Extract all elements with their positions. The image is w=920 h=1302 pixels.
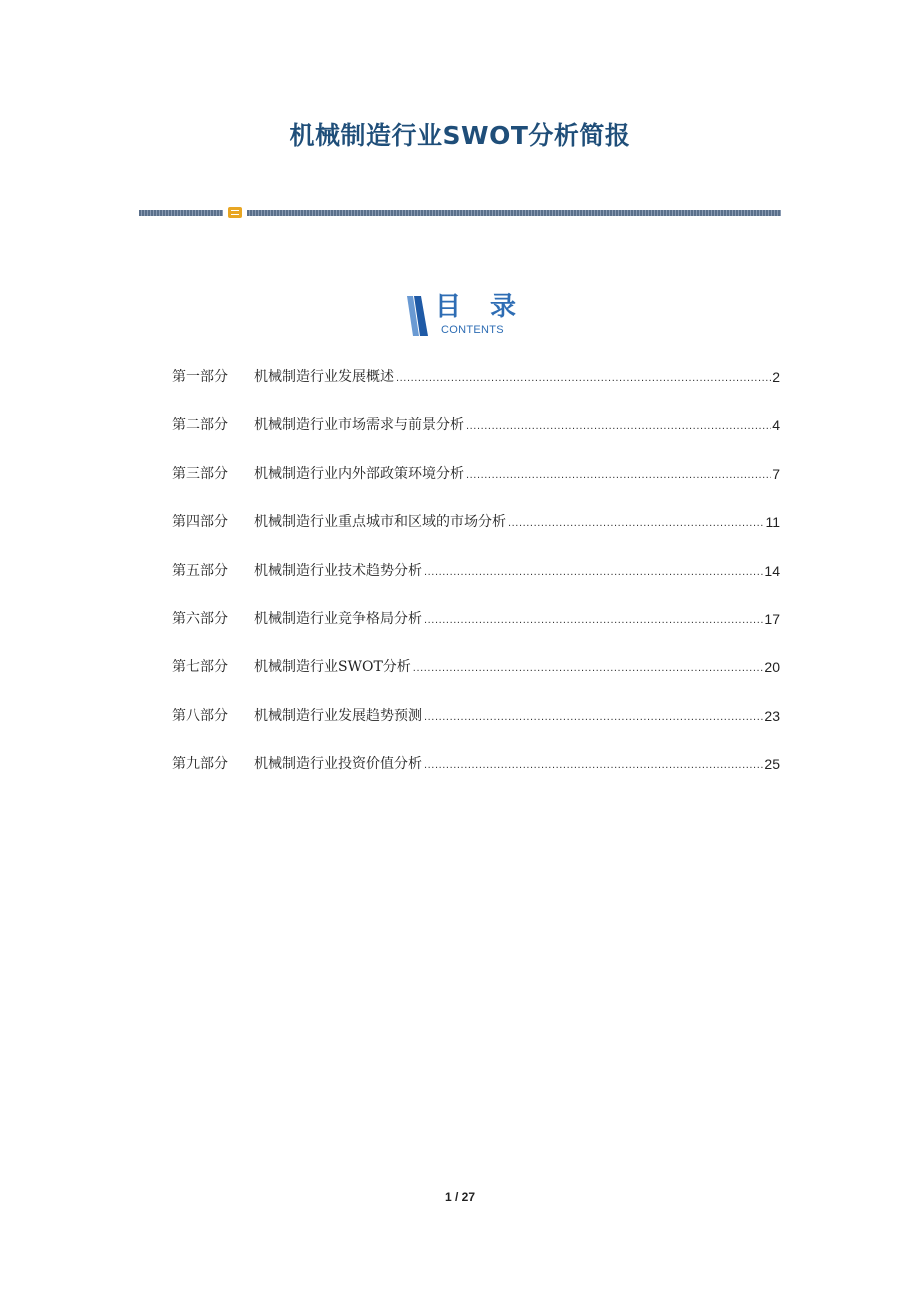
toc-entry-title: 机械制造行业投资价值分析	[254, 756, 422, 773]
toc-entry-page: 17	[764, 610, 780, 627]
toc-list	[172, 367, 780, 803]
toc-entry-page: 11	[765, 514, 780, 531]
title-divider	[139, 207, 781, 219]
toc-entry-part: 第二部分	[172, 417, 228, 434]
toc-entry-leader	[424, 754, 763, 776]
toc-entry[interactable]	[172, 415, 780, 463]
toc-entry-page: 7	[772, 465, 780, 482]
toc-entry-title: 机械制造行业发展趋势预测	[254, 707, 422, 724]
toc-entry-leader	[466, 415, 771, 437]
toc-entry-part: 第九部分	[172, 756, 228, 773]
toc-entry-title: 机械制造行业市场需求与前景分析	[254, 417, 464, 434]
toc-entry[interactable]	[172, 609, 780, 657]
toc-entry-title: 机械制造行业发展概述	[254, 369, 394, 385]
toc-entry-page: 23	[764, 707, 780, 724]
toc-entry-title: 机械制造行业SWOT分析	[254, 659, 411, 676]
toc-entry[interactable]	[172, 706, 780, 754]
toc-entry-leader	[466, 464, 771, 486]
toc-entry-part: 第一部分	[172, 369, 228, 385]
toc-entry-page: 4	[772, 417, 780, 434]
divider-bar-right	[247, 210, 781, 216]
toc-entry-leader	[508, 512, 764, 534]
toc-entry[interactable]	[172, 561, 780, 609]
document-title: 机械制造行业SWOT分析简报	[289, 121, 631, 150]
toc-entry[interactable]	[172, 367, 780, 415]
toc-entry-part: 第四部分	[172, 514, 228, 531]
toc-bookmark-icon	[405, 294, 429, 338]
toc-entry-title: 机械制造行业重点城市和区域的市场分析	[254, 514, 506, 531]
toc-entry-page: 14	[764, 562, 780, 579]
toc-entry-title: 机械制造行业竞争格局分析	[254, 610, 422, 627]
toc-entry[interactable]	[172, 657, 780, 705]
toc-entry-page: 25	[764, 756, 780, 773]
toc-entry-leader	[413, 657, 764, 679]
toc-entry-part: 第五部分	[172, 562, 228, 579]
page-indicator: 1 / 27	[444, 1190, 476, 1204]
toc-entry-part: 第七部分	[172, 659, 228, 676]
toc-entry-leader	[424, 609, 763, 631]
toc-entry-leader	[424, 706, 763, 728]
toc-entry-part: 第八部分	[172, 707, 228, 724]
toc-entry-leader	[396, 367, 771, 389]
toc-entry[interactable]	[172, 512, 780, 560]
divider-bar-left	[139, 210, 223, 216]
toc-entry[interactable]	[172, 464, 780, 512]
toc-entry-title: 机械制造行业内外部政策环境分析	[254, 465, 464, 482]
divider-badge-icon	[228, 207, 242, 218]
toc-entry-part: 第三部分	[172, 465, 228, 482]
toc-entry-page: 2	[772, 369, 780, 385]
toc-entry-leader	[424, 561, 763, 583]
toc-entry-page: 20	[764, 659, 780, 676]
toc-subheading: CONTENTS	[441, 324, 504, 336]
toc-entry-part: 第六部分	[172, 610, 228, 627]
toc-entry[interactable]	[172, 754, 780, 802]
toc-heading: 目 录	[435, 292, 527, 322]
toc-entry-title: 机械制造行业技术趋势分析	[254, 562, 422, 579]
toc-header	[405, 292, 535, 342]
